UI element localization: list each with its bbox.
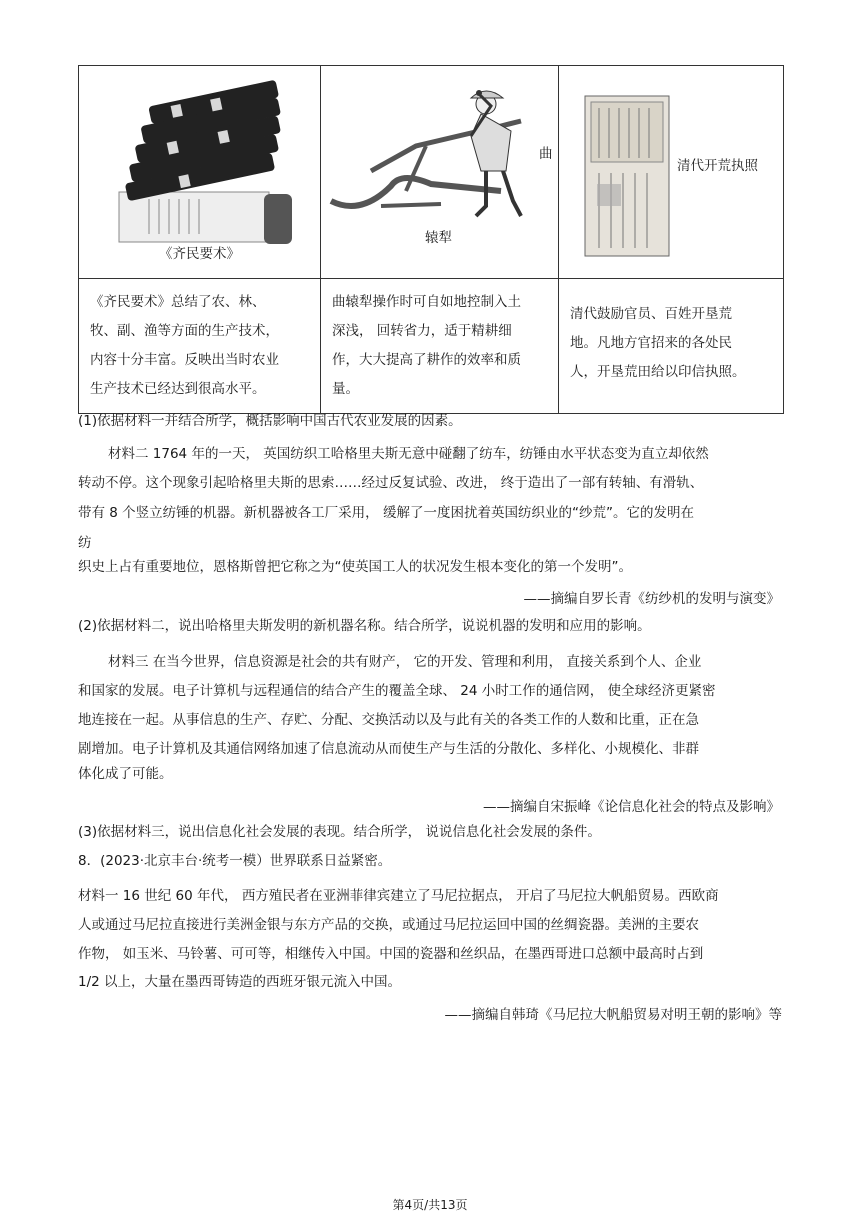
description-line: 牧、副、渔等方面的生产技术， (90, 323, 279, 339)
description-line: 作，大大提高了耕作的效率和质 (332, 352, 521, 368)
description-line: 曲辕犁操作时可自如地控制入土 (332, 294, 521, 310)
material-three-line: 和国家的发展。电子计算机与远程通信的结合产生的覆盖全球、 24 小时工作的通信网， 使全球经济更紧密 (78, 683, 716, 699)
description-line: 清代鼓励官员、百姓开垦荒 (570, 306, 732, 322)
description-line: 生产技术已经达到很高水平。 (90, 381, 266, 397)
plow-image-cell (321, 66, 559, 279)
license-description-cell (559, 279, 784, 414)
qiminyaoshu-caption: 《齐民要术》 (159, 246, 240, 262)
description-line: 量。 (332, 381, 359, 397)
qing-land-license-image (577, 88, 677, 268)
material-two-line: 材料二 1764 年的一天， 英国纺织工哈格里夫斯无意中碰翻了纺车，纺锤由水平状态变为直立却依然 (108, 446, 709, 462)
material-three-line: 材料三 在当今世界，信息资源是社会的共有财产， 它的开发、管理和利用， 直接关系到个人、企业 (108, 654, 702, 670)
plow-side-label: 曲 (539, 146, 553, 162)
material-three-source: ——摘编自宋振峰《论信息化社会的特点及影响》 (483, 799, 780, 815)
material-two-source: ——摘编自罗长青《纺纱机的发明与演变》 (523, 591, 780, 607)
material-three-line: 剧增加。电子计算机及其通信网络加速了信息流动从而使生产与生活的分散化、多样化、小规模化、非群 (78, 741, 699, 757)
material-three-line: 地连接在一起。从事信息的生产、存贮、分配、交换活动以及与此有关的各类工作的人数和比重，正在急 (78, 712, 699, 728)
material-one-line: 人或通过马尼拉直接进行美洲金银与东方产品的交换，或通过马尼拉运回中国的丝绸瓷器。美洲的主要农 (78, 917, 699, 933)
material-one-line: 作物， 如玉米、马铃薯、可可等，相继传入中国。中国的瓷器和丝织品，在墨西哥进口总额中最高时占到 (78, 946, 704, 962)
description-line: 《齐民要术》总结了农、林、 (90, 294, 266, 310)
plow-caption: 辕犁 (425, 230, 452, 246)
page-number-footer: 第4页/共13页 (392, 1198, 468, 1212)
material-three-line: 体化成了可能。 (78, 766, 173, 782)
description-line: 地。凡地方官招来的各处民 (570, 335, 732, 351)
material-two-line: 转动不停。这个现象引起哈格里夫斯的思索……经过反复试验、改进， 终于造出了一部有转轴、有滑轨、 (78, 475, 704, 491)
description-line: 内容十分丰富。反映出当时农业 (90, 352, 279, 368)
question-3: (3)依据材料三，说出信息化社会发展的表现。结合所学， 说说信息化社会发展的条件。 (78, 824, 601, 840)
material-two-line: 纺 (78, 535, 92, 551)
qiminyaoshu-image-cell (79, 66, 321, 279)
material-two-line: 织史上占有重要地位，恩格斯曾把它称之为“使英国工人的状况发生根本变化的第一个发明”。 (78, 559, 632, 575)
qiminyaoshu-book-image (79, 74, 319, 254)
material-two-line: 带有 8 个竖立纺锤的机器。新机器被各工厂采用， 缓解了一度困扰着英国纺织业的“纱荒”。它的发明在 (78, 505, 694, 521)
qiminyaoshu-description-cell (79, 279, 321, 414)
description-line: 深浅， 回转省力，适于精耕细 (332, 323, 512, 339)
question-8-heading: 8．(2023·北京丰台·统考一模）世界联系日益紧密。 (78, 853, 392, 869)
material-one-line: 1/2 以上，大量在墨西哥铸造的西班牙银元流入中国。 (78, 974, 402, 990)
material-one-line: 材料一 16 世纪 60 年代， 西方殖民者在亚洲菲律宾建立了马尼拉据点， 开启了马尼拉大帆船贸易。西欧商 (78, 888, 719, 904)
license-caption: 清代开荒执照 (677, 158, 758, 174)
description-line: 人，开垦荒田给以印信执照。 (570, 364, 746, 380)
question-2: (2)依据材料二，说出哈格里夫斯发明的新机器名称。结合所学，说说机器的发明和应用的影响。 (78, 618, 651, 634)
material-one-source: ——摘编自韩琦《马尼拉大帆船贸易对明王朝的影响》等 (444, 1007, 782, 1023)
material-one-table (78, 65, 784, 414)
plow-description-cell (321, 279, 559, 414)
question-1: (1)依据材料一并结合所学，概括影响中国古代农业发展的因素。 (78, 413, 462, 429)
license-image-cell (559, 66, 784, 279)
